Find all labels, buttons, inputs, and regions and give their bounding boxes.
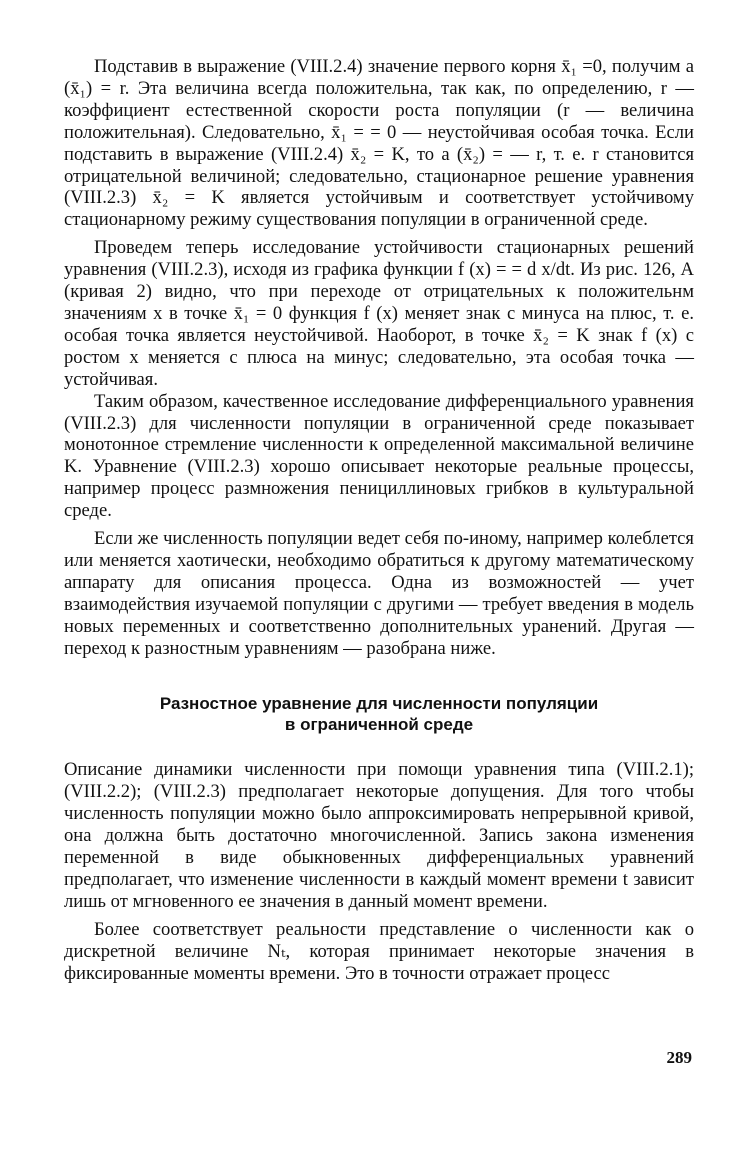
paragraph-1: Подставив в выражение (VIII.2.4) значение первого корня x̄₁ =0, получим a (x̄₁) = r. Эта величина всегда положительна, так как, по определению, r — коэффициент естественной скорости роста популяции (r — величина положительная). Следовательно, x̄₁ = = 0 — неустойчивая особая точка. Если подставить в выражение (VIII.2.4) x̄₂ = K, то a (x̄₂) = — r, т. е. r становится отрицательной величиной; следовательно, стационарное решение уравнения (VIII.2.3) x̄₂ = K является устойчивым и соответствует устойчивому стационарному режиму существования популяции в ограниченной среде.	[64, 56, 694, 231]
section-heading	[64, 693, 694, 735]
page-body	[64, 56, 694, 985]
page-number: 289	[666, 1048, 692, 1067]
section-paragraph-1: Описание динамики численности при помощи уравнения типа (VIII.2.1); (VIII.2.2); (VIII.2.3) предполагает некоторые допущения. Для того чтобы численность популяции можно было аппроксимировать непрерывной кривой, она должна быть достаточно многочисленной. Запись закона изменения переменной в виде обыкновенных дифференциальных уравнений предполагает, что изменение численности в каждый момент времени t зависит лишь от мгновенного ее значения в данный момент времени.	[64, 759, 694, 912]
paragraph-4: Если же численность популяции ведет себя по-иному, например колеблется или меняется хаотически, необходимо обратиться к другому математическому аппарату для описания процесса. Одна из возможностей — учет взаимодействия изучаемой популяции с другими — требует введения в модель новых переменных и соответственно дополнительных уранений. Другая — переход к разностным уравнениям — разобрана ниже.	[64, 528, 694, 659]
paragraph-3: Таким образом, качественное исследование дифференциального уравнения (VIII.2.3) для численности популяции в ограниченной среде показывает монотонное стремление численности к определенной максимальной величине K. Уравнение (VIII.2.3) хорошо описывает некоторые реальные процессы, например процесс размножения пенициллиновых грибков в культуральной среде.	[64, 390, 694, 522]
section-heading-line-1: Разностное уравнение для численности популяции	[159, 694, 599, 714]
section-heading-line-2: в ограниченной среде	[284, 715, 474, 735]
paragraph-2: Проведем теперь исследование устойчивости стационарных решений уравнения (VIII.2.3), исходя из графика функции f (x) = = d x/dt. Из рис. 126, A (кривая 2) видно, что при переходе от отрицательных к положительнм значениям x в точке x̄₁ = 0 функция f (x) меняет знак с минуса на плюс, т. е. особая точка является неустойчивой. Наоборот, в точке x̄₂ = K знак f (x) с ростом x меняется с плюса на минус; следовательно, эта особая точка — устойчивая.	[64, 237, 694, 390]
section-paragraph-2: Более соответствует реальности представление о численности как о дискретной величине Nₜ, которая принимает некоторые значения в фиксированные моменты времени. Это в точности отражает процесс	[64, 918, 694, 984]
